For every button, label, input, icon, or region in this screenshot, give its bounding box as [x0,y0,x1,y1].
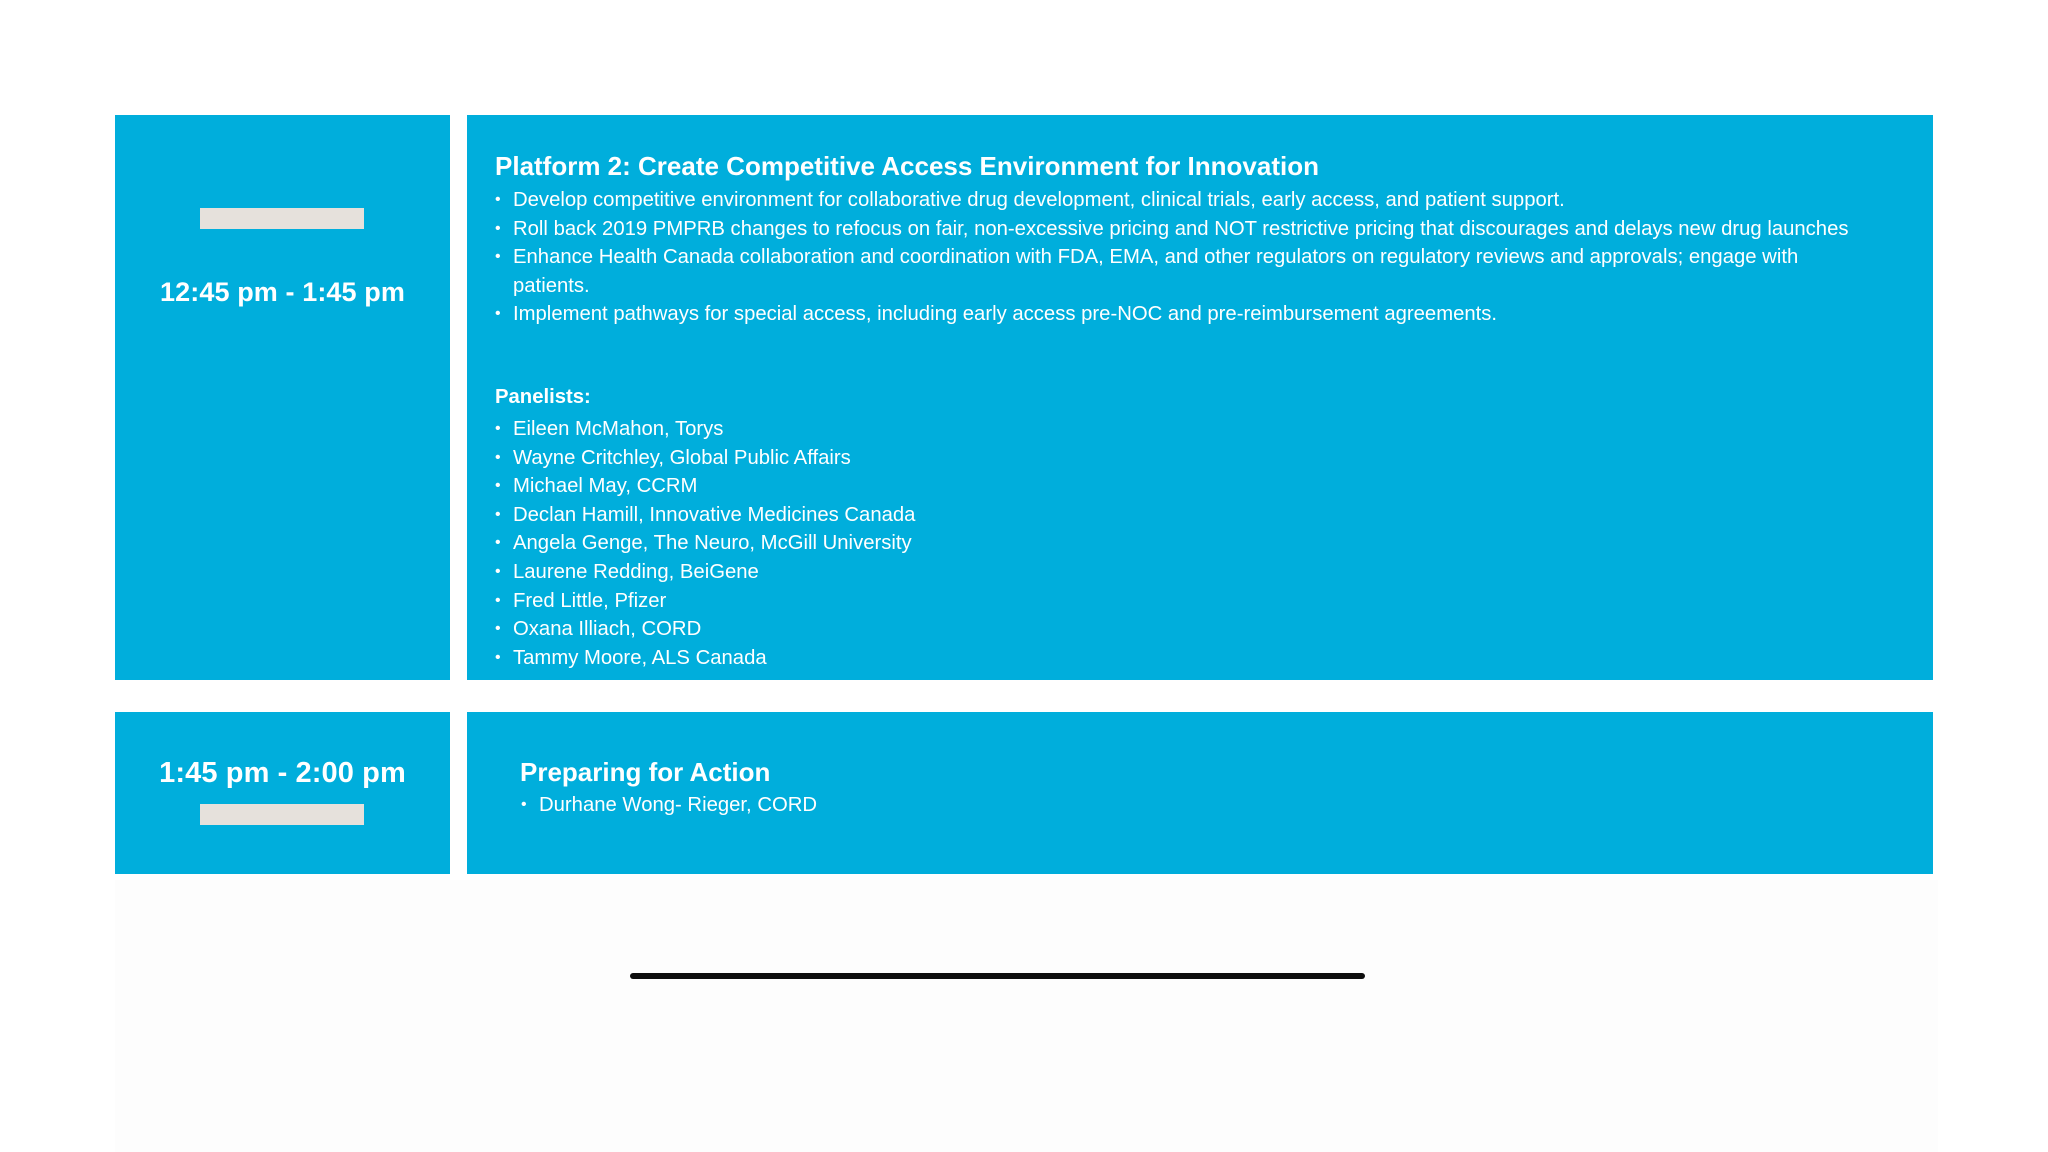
panelist-item: • Tammy Moore, ALS Canada [479,644,1379,673]
session-2-time: 1:45 pm - 2:00 pm [159,757,406,789]
session-1-title: Platform 2: Create Competitive Access Environment for Innovation [495,151,1319,181]
session-2-bullet: • Durhane Wong- Rieger, CORD [505,791,1405,820]
session-1-time-bar [200,208,364,229]
session-1-bullet-list [479,186,1879,329]
session-2-bullet-list [505,791,1405,820]
session-2-content-card [467,712,1933,874]
session-1-bullet: • Develop competitive environment for collaborative drug development, clinical trials, early access, and patient support. [479,186,1879,215]
panelist-item: • Michael May, CCRM [479,472,1379,501]
session-1-time: 12:45 pm - 1:45 pm [160,277,405,307]
session-1-content-card [467,115,1933,680]
session-1-bullet: • Implement pathways for special access, including early access pre-NOC and pre-reimbursement agreements. [479,300,1879,329]
panelist-item: • Fred Little, Pfizer [479,587,1379,616]
session-1-bullet: • Enhance Health Canada collaboration and coordination with FDA, EMA, and other regulators on regulatory reviews and approvals; engage with patients. [479,243,1879,300]
panelist-item: • Laurene Redding, BeiGene [479,558,1379,587]
page-background-band [115,880,1938,1152]
session-2-time-bar [200,804,364,825]
panelist-item: • Wayne Critchley, Global Public Affairs [479,444,1379,473]
home-indicator-bar[interactable] [630,973,1365,979]
panelists-label: Panelists: [495,386,591,408]
panelist-item: • Declan Hamill, Innovative Medicines Canada [479,501,1379,530]
panelist-item: • Oxana Illiach, CORD [479,615,1379,644]
session-1-bullet: • Roll back 2019 PMPRB changes to refocus on fair, non-excessive pricing and NOT restrictive pricing that discourages and delays new drug launches [479,215,1879,244]
session-2-title: Preparing for Action [520,757,771,787]
session-1-time-card [115,115,450,680]
panelist-item: • Angela Genge, The Neuro, McGill University [479,529,1379,558]
session-2-time-card [115,712,450,874]
panelists-list [479,415,1379,672]
panelist-item: • Eileen McMahon, Torys [479,415,1379,444]
